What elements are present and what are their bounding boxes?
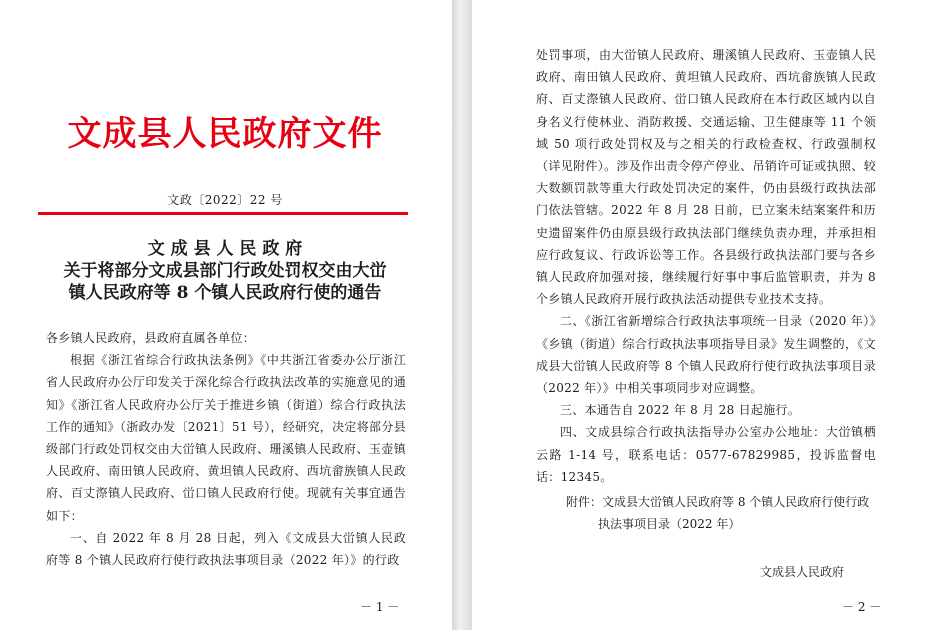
paragraph-item-1-start: 一、自 2022 年 8 月 28 日起，列入《文成县大峃镇人民政府等 8 个镇人民政府行使行政执法事项目录（2022 年）》的行政 [46, 530, 406, 568]
page-2-body [536, 44, 876, 488]
subject-line-1: 文 成 县 人 民 政 府 [147, 239, 303, 259]
paragraph-item-1-cont: 处罚事项，由大峃镇人民政府、珊溪镇人民政府、玉壶镇人民政府、南田镇人民政府、黄坦镇人民政府、西坑畲族镇人民政府、百丈漈镇人民政府、峃口镇人民政府在本行政区域内以自身名义行使林业、消防救援、交通运输、卫生健康等 11 个领域 50 项行政处罚权及与之相关的行政检查权、行政强制权（详见附件）。涉及作出责令停产停业、吊销许可证或执照、较大数额罚款等重大行政处罚决定的案件，仍由县级行政执法部门依法管辖。2022 年 8 月 28 日前，已立案未结案案件和历史遗留案件仍由原县级行政执法部门继续负责办理，并承担相应行政复议、行政诉讼等工作。各县级行政执法部门要与各乡镇人民政府加强对接，继续履行好事中事后监管职责，并为 8 个乡镇人民政府开展行政执法活动提供专业技术支持。 [536, 48, 876, 307]
attachment-note [566, 491, 886, 535]
addressee: 各乡镇人民政府，县政府直属各单位： [46, 331, 256, 345]
paragraph-item-2: 二、《浙江省新增综合行政执法事项统一目录（2020 年）》《乡镇（街道）综合行政执法事项指导目录》发生调整的，《文成县大峃镇人民政府等 8 个镇人民政府行使行政执法事项目录（2022 年）》中相关事项同步对应调整。 [536, 314, 876, 396]
subject-line-3: 镇人民政府等 8 个镇人民政府行使的通告 [68, 283, 382, 303]
document-page-1 [0, 0, 452, 630]
document-number: 文政〔2022〕22 号 [167, 193, 283, 207]
page-gutter [452, 0, 472, 630]
attachment-text-line-2: 执法事项目录（2022 年） [598, 517, 741, 532]
paragraph-item-3: 三、本通告自 2022 年 8 月 28 日起施行。 [560, 403, 801, 418]
paragraph-item-4: 四、文成县综合行政执法指导办公室办公地址：大峃镇栖云路 1-14 号，联系电话：0577-67829985，投诉监督电话：12345。 [536, 425, 876, 484]
attachment-text-line-1: 文成县大峃镇人民政府等 8 个镇人民政府行使行政 [602, 495, 870, 509]
issuer-signoff: 文成县人民政府 [760, 565, 845, 579]
paragraph-basis: 根据《浙江省综合行政执法条例》《中共浙江省委办公厅浙江省人民政府办公厅印发关于深化综合行政执法改革的实施意见的通知》《浙江省人民政府办公厅关于推进乡镇（街道）综合行政执法工作的通知》（浙政办发〔2021〕51 号），经研究，决定将部分县级部门行政处罚权交由大峃镇人民政府、珊溪镇人民政府、玉壶镇人民政府、南田镇人民政府、黄坦镇人民政府、西坑畲族镇人民政府、百丈漈镇人民政府、峃口镇人民政府行使。现就有关事宜通告如下： [46, 353, 406, 523]
page-1-body [46, 327, 406, 571]
attachment-label: 附件： [566, 495, 603, 509]
document-header-title: 文成县人民政府文件 [67, 114, 383, 154]
red-divider-line [38, 212, 408, 215]
document-subject [40, 238, 410, 304]
page-number: － 2 － [842, 600, 882, 614]
subject-line-2: 关于将部分文成县部门行政处罚权交由大峃 [63, 261, 387, 281]
page-number: － 1 － [360, 600, 400, 614]
